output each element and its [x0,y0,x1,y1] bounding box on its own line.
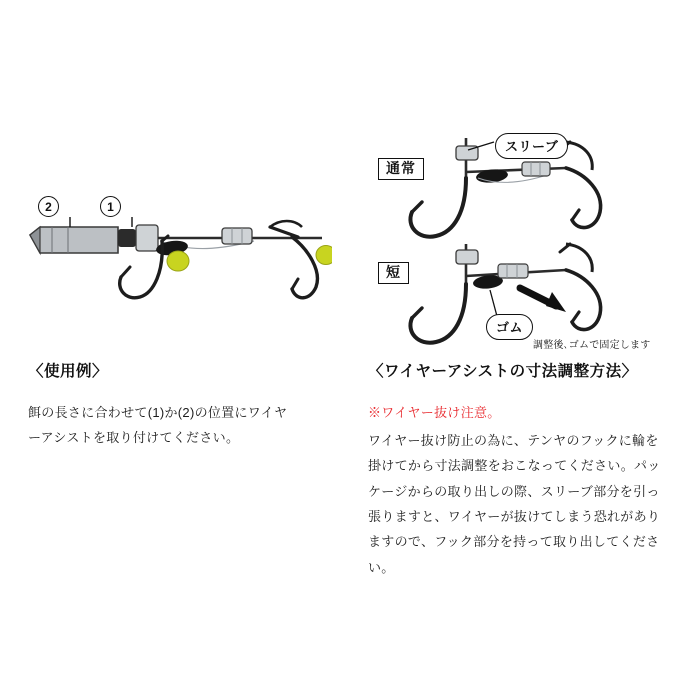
position-badge-1: 1 [100,196,121,217]
adjustment-method-heading: 〈ワイヤーアシストの寸法調整方法〉 [368,363,638,380]
adjustment-method-body: ワイヤー抜け防止の為に、テンヤのフックに輪を掛けてから寸法調整をおこなってください。パッケージからの取り出しの際、スリーブ部分を引っ張りますと、ワイヤーが抜けてしまう恐れがありますので、フック部分を持って取り出してください。 [368,433,661,575]
usage-example-body: 餌の長さに合わせて(1)か(2)の位置にワイヤーアシストを取り付けてください。 [28,405,288,446]
wire-warning-text: ※ワイヤー抜け注意。 [368,405,501,420]
direction-arrow [520,288,566,312]
adjust-note: 調整後､ゴムで固定します [533,340,651,351]
usage-example-heading: 〈使用例〉 [28,363,109,380]
callout-gomu: ゴム [486,314,533,340]
label-normal: 通常 [378,158,424,180]
usage-example-diagram [22,175,332,335]
position-badge-2: 2 [38,196,59,217]
label-short: 短 [378,262,409,284]
callout-sleeve: スリーブ [495,133,568,159]
